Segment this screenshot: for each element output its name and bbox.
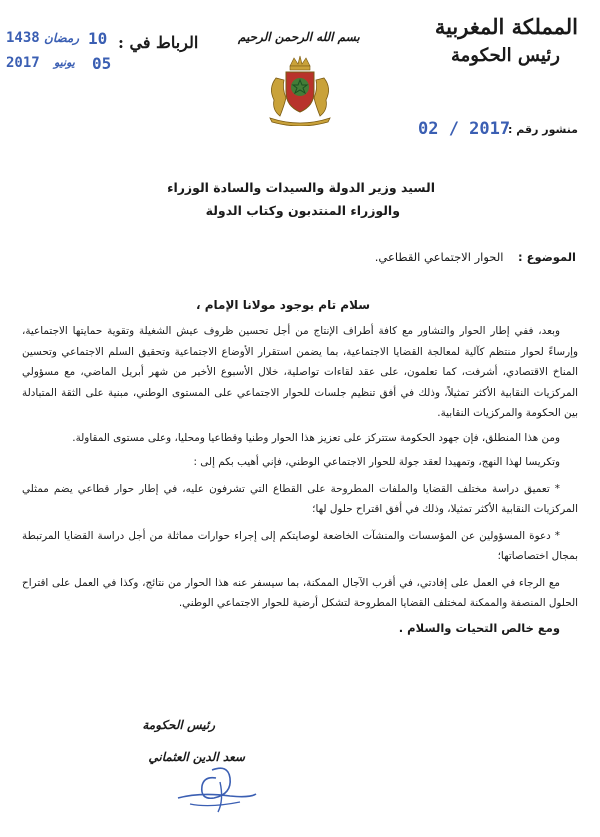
letter-body — [22, 321, 578, 638]
royal-emblem-icon — [262, 54, 338, 126]
basmala: بسم الله الرحمن الرحيم — [238, 30, 360, 44]
paragraph-1: وبعد، ففي إطار الحوار والتشاور مع كافة أطراف الإنتاج من أجل تحسين ظروف عيش الشغيلة وتقوية حمايتها الاجتماعية، وإرساءً لحوار منتظم كآلية لمعالجة القضايا الاجتماعية، بما يضمن استقرار الأوضاع الاجتماعية وتحقيق السلم الاجتماعي وتحسين المناخ الاقتصادي، أشرفت، كما تعلمون، على عقد لقاءات تواصلية، خلال الأسبوع الأخير من شهر أبريل الماضي، مع مسؤولي المركزيات النقابية الأكثر تمثيلاً، وذلك في أفق تنظيم جلسات للحوار الاجتماعي على المستوى الوطني، مبنية على الثقة المتبادلة بين الحكومة والمركزيات النقابية. — [22, 325, 578, 419]
signature-title: رئيس الحكومة — [142, 718, 215, 732]
gregorian-year: 2017 — [6, 55, 40, 71]
city-label: الرباط في : — [118, 33, 199, 52]
paragraph-2: ومن هذا المنطلق، فإن جهود الحكومة ستتركز على تعزيز هذا الحوار وطنيا وقطاعيا ومحليا، وعلى مستوى المقاولة. — [72, 431, 560, 444]
handwritten-signature-icon — [170, 760, 260, 820]
hijri-date — [6, 30, 116, 50]
office-title: رئيس الحكومة — [451, 45, 560, 66]
circular-number: 02 / 2017 — [418, 119, 511, 139]
addressee-line-2: والوزراء المنتدبون وكتاب الدولة — [205, 203, 400, 218]
kingdom-title: المملكة المغربية — [434, 14, 578, 39]
subject-line — [375, 250, 576, 264]
bullet-1: * تعميق دراسة مختلف القضايا والملفات المطروحة على القطاع التي تشرفون عليه، في إطار حوار قطاعي يضم ممثلي المركزيات النقابية الأكثر تمثيلا، وذلك في أفق اقتراح حلول لها؛ — [22, 482, 578, 515]
addressee-line-1: السيد وزير الدولة والسيدات والسادة الوزراء — [167, 180, 435, 195]
bullet-2: * دعوة المسؤولين عن المؤسسات والمنشآت الخاضعة لوصايتكم إلى إجراء حوارات مماثلة من أجل دراسة القضايا المرتبطة بمجال اختصاصاتها؛ — [22, 529, 578, 562]
signature-name: سعد الدين العثماني — [148, 750, 245, 764]
hijri-year: 1438 — [6, 30, 40, 46]
greeting: سلام تام بوجود مولانا الإمام ، — [196, 298, 370, 312]
gregorian-day: 05 — [92, 54, 112, 73]
gregorian-date — [6, 55, 116, 75]
circular-label: منشور رقم : — [508, 123, 578, 136]
paragraph-4: مع الرجاء في العمل على إفادتي، في أقرب الآجال الممكنة، بما سيسفر عنه هذا الحوار من نتائج، وكذا في العمل على اقتراح الحلول المنصفة والممكنة لمختلف القضايا المطروحة لتشكل أرضية للحوار الاجتماعي الوطني. — [22, 576, 578, 609]
gregorian-month: يونيو — [54, 56, 75, 69]
closing: ومع خالص التحيات والسلام . — [398, 620, 560, 635]
hijri-month: رمضان — [44, 31, 80, 45]
paragraph-3: وتكريسا لهذا النهج، وتمهيدا لعقد جولة للحوار الاجتماعي الوطني، فإني أهيب بكم إلى : — [193, 456, 560, 468]
hijri-day: 10 — [88, 29, 108, 48]
subject-text: الحوار الاجتماعي القطاعي. — [374, 250, 504, 264]
subject-label: الموضوع : — [518, 250, 576, 264]
